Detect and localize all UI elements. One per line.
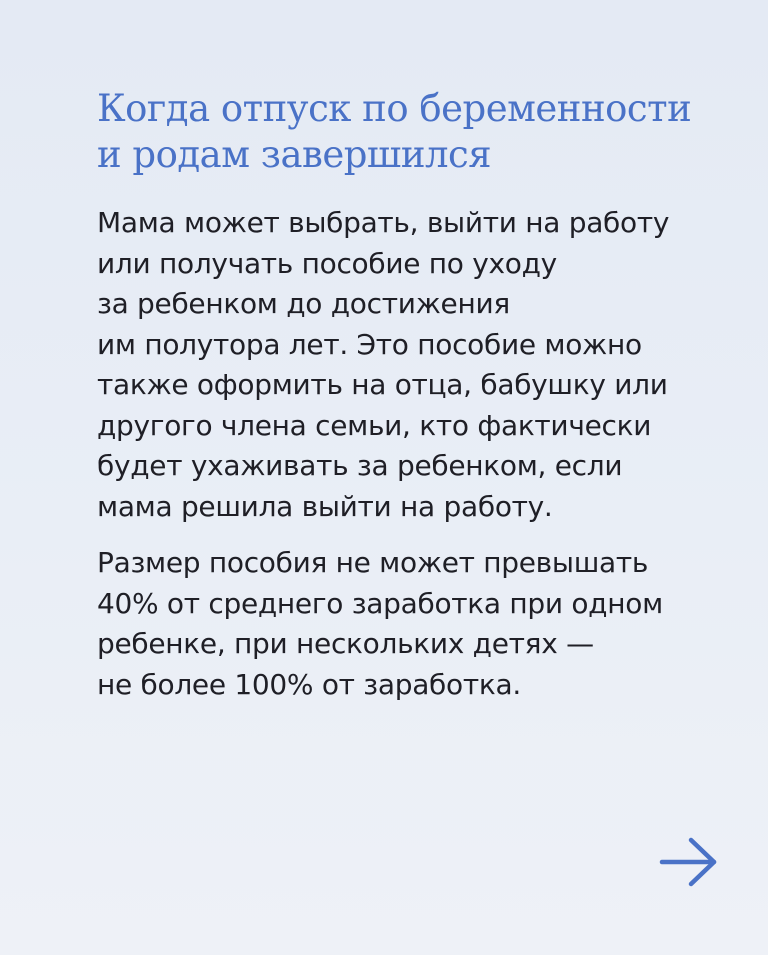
paragraph-line: Мама может выбрать, выйти на работу [97, 206, 670, 239]
paragraph-line: Размер пособия не может превышать [97, 546, 649, 579]
card-title [97, 86, 737, 178]
paragraph-line: ребенке, при нескольких детях — [97, 627, 594, 660]
paragraph-line: не более 100% от заработка. [97, 667, 521, 701]
paragraph-line: им полутора лет. Это пособие можно [97, 327, 642, 361]
paragraph-line: также оформить на отца, бабушку или [97, 368, 668, 401]
paragraph-line: за ребенком до достижения [97, 287, 510, 320]
paragraph-line: или получать пособие по уходу [97, 246, 557, 280]
paragraph-line: будет ухаживать за ребенком, если [97, 449, 623, 482]
paragraph-line: мама решила выйти на работу. [97, 489, 553, 523]
title-line: и родам завершился [97, 133, 492, 176]
paragraph-line: другого члена семьи, кто фактически [97, 408, 652, 442]
title-line: Когда отпуск по беременности [97, 87, 692, 130]
arrow-right-icon [656, 834, 722, 890]
paragraph-line: 40% от среднего заработка при одном [97, 586, 663, 620]
body-paragraph-benefit-amount [97, 543, 717, 705]
body-paragraph-leave-options [97, 203, 717, 527]
next-slide-button[interactable] [656, 834, 722, 890]
